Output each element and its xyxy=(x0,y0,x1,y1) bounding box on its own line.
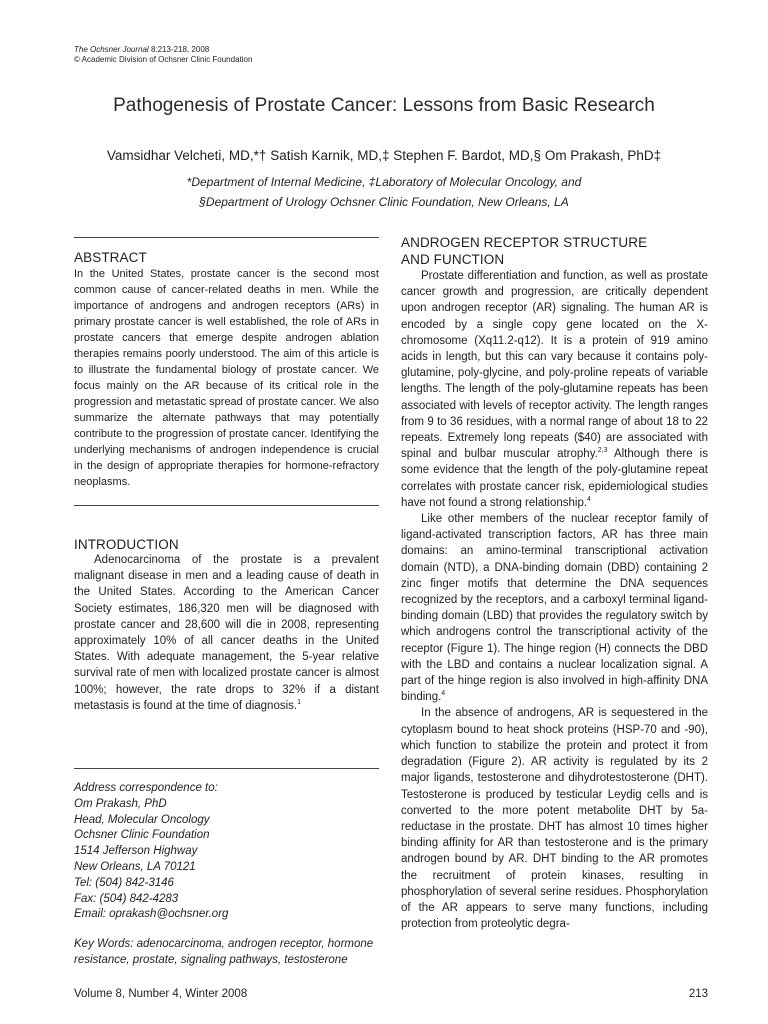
ar-p1-part-b: Although there is some evidence that the length of the poly-glutamine repeat correlates with prostate cancer risk, epidemiological studies have not found a strong relationship. xyxy=(401,448,708,509)
keywords: Key Words: adenocarcinoma, androgen receptor, hormone resistance, prostate, signaling pathways, testosterone xyxy=(74,938,374,966)
correspondence-fax: Fax: (504) 842-4283 xyxy=(74,892,179,905)
publisher-line: © Academic Division of Ochsner Clinic Foundation xyxy=(74,55,253,64)
introduction-ref: 1 xyxy=(297,699,301,706)
article-title: Pathogenesis of Prostate Cancer: Lessons from Basic Research xyxy=(113,95,655,116)
correspondence-tel: Tel: (504) 842-3146 xyxy=(74,876,174,889)
correspondence-name: Om Prakash, PhD xyxy=(74,797,167,810)
ar-p2-ref: 4 xyxy=(441,690,446,698)
correspondence-institution: Ochsner Clinic Foundation xyxy=(74,829,210,842)
ar-section-body xyxy=(401,268,708,932)
correspondence-city: New Orleans, LA 70121 xyxy=(74,860,196,873)
ar-heading-line-2: AND FUNCTION xyxy=(401,252,505,267)
introduction-text xyxy=(74,552,379,714)
correspondence-email: Email: oprakash@ochsner.org xyxy=(74,908,229,921)
abstract-heading: ABSTRACT xyxy=(74,250,147,265)
correspondence-block xyxy=(74,781,379,923)
introduction-heading: INTRODUCTION xyxy=(74,537,179,552)
ar-heading-line-1: ANDROGEN RECEPTOR STRUCTURE xyxy=(401,235,648,250)
journal-citation-detail: 8:213-218, 2008 xyxy=(150,45,210,54)
abstract-text: In the United States, prostate cancer is the second most common cause of cancer-related deaths in men. While the importance of androgens and androgen receptors (ARs) in primary prostate cancer is well established, the role of ARs in prostate cancers that emerge despite androgen ablation therapies remains poorly understood. The aim of this article is to illustrate the fundamental biology of prostate cancer. We focus mainly on the AR because of its critical role in the progression and metastatic spread of prostate cancer. We also summarize the alternate pathways that may potentially contribute to the progression of prostate cancer. Identifying the underlying mechanisms of androgen independence is crucial in the design of appropriate therapies for hormone-refractory neoplasms. xyxy=(74,268,379,488)
ar-paragraph-2 xyxy=(401,511,708,705)
ar-section-heading xyxy=(401,234,647,268)
ar-paragraph-1 xyxy=(401,268,708,511)
ar-p1-ref-a: 2,3 xyxy=(597,447,608,455)
correspondence-label: Address correspondence to: xyxy=(74,782,218,794)
ar-p1-ref-b: 4 xyxy=(587,496,591,504)
affiliation-line-1: *Department of Internal Medicine, ‡Laboratory of Molecular Oncology, and xyxy=(186,175,582,189)
introduction-body: Adenocarcinoma of the prostate is a prevalent malignant disease in men and a leading cause of death in the United States. According to the American Cancer Society estimates, 186,320 men will be diagnosed with prostate cancer and 28,600 will die in 2008, representing approximately 10% of all cancer deaths in the United States. With adequate management, the 5-year relative survival rate of men with localized prostate cancer is almost 100%; however, the rate drops to 32% if a distant metastasis is found at the time of diagnosis. xyxy=(74,554,379,712)
ar-paragraph-3: In the absence of androgens, AR is sequestered in the cytoplasm bound to heat shock proteins (HSP-70 and -90), which function to stabilize the protein and protect it from degradation (Figure 2). AR activity is regulated by its 2 major ligands, testosterone and dihydrotestosterone (DHT). Testosterone is produced by testicular Leydig cells and is converted to the more potent metabolite DHT by 5a-reductase in the prostate. DHT has almost 10 times higher binding affinity for AR than testosterone and is the primary androgen bound by AR. DHT binding to the AR promotes the recruitment of protein kinases, resulting in phosphorylation of several serine residues. Phosphorylation of the AR appears to serve many functions, including protection from proteolytic degra- xyxy=(401,707,708,931)
introduction-top-rule xyxy=(74,505,379,506)
affiliation-line-2: §Department of Urology Ochsner Clinic Foundation, New Orleans, LA xyxy=(199,195,569,209)
journal-citation xyxy=(74,45,252,65)
footer-page-number: 213 xyxy=(688,988,708,1000)
footer-volume: Volume 8, Number 4, Winter 2008 xyxy=(74,988,248,1000)
ar-p2-text: Like other members of the nuclear receptor family of ligand-activated transcription factors, AR has three main domains: an amino-terminal transcriptional activation domain (NTD), a DNA-binding domain (DBD) containing 2 zinc finger motifs that determine the DNA sequences recognized by the receptors, and a carboxyl terminal ligand-binding domain (LBD) that provides the regulatory switch by which androgens control the transcriptional activity of the receptor (Figure 1). The hinge region (H) connects the DBD with the LBD and contains a nuclear localization signal. A part of the hinge region is also involved in high-affinity DNA binding. xyxy=(401,513,708,704)
correspondence-rule xyxy=(74,768,379,769)
abstract-top-rule xyxy=(74,237,379,238)
ar-p1-part-a: Prostate differentiation and function, as well as prostate cancer growth and progression, are critically dependent upon androgen receptor (AR) signaling. The human AR is encoded by a single copy gene located on the X-chromosome (Xq11.2-q12). It is a protein of 919 amino acids in length, but this can vary because it contains poly-glutamine, poly-glycine, and poly-proline repeats of variable lengths. The length of the poly-glutamine repeats has been associated with levels of receptor activity. The length ranges from 9 to 36 residues, with a normal range of about 18 to 22 repeats. Extremely long repeats ($40) are associated with spinal and bulbar muscular atrophy. xyxy=(401,270,708,461)
correspondence-street: 1514 Jefferson Highway xyxy=(74,845,198,858)
correspondence-title: Head, Molecular Oncology xyxy=(74,813,210,826)
author-list: Vamsidhar Velcheti, MD,*† Satish Karnik, MD,‡ Stephen F. Bardot, MD,§ Om Prakash, PhD‡ xyxy=(106,148,662,163)
journal-name: The Ochsner Journal xyxy=(74,45,149,54)
